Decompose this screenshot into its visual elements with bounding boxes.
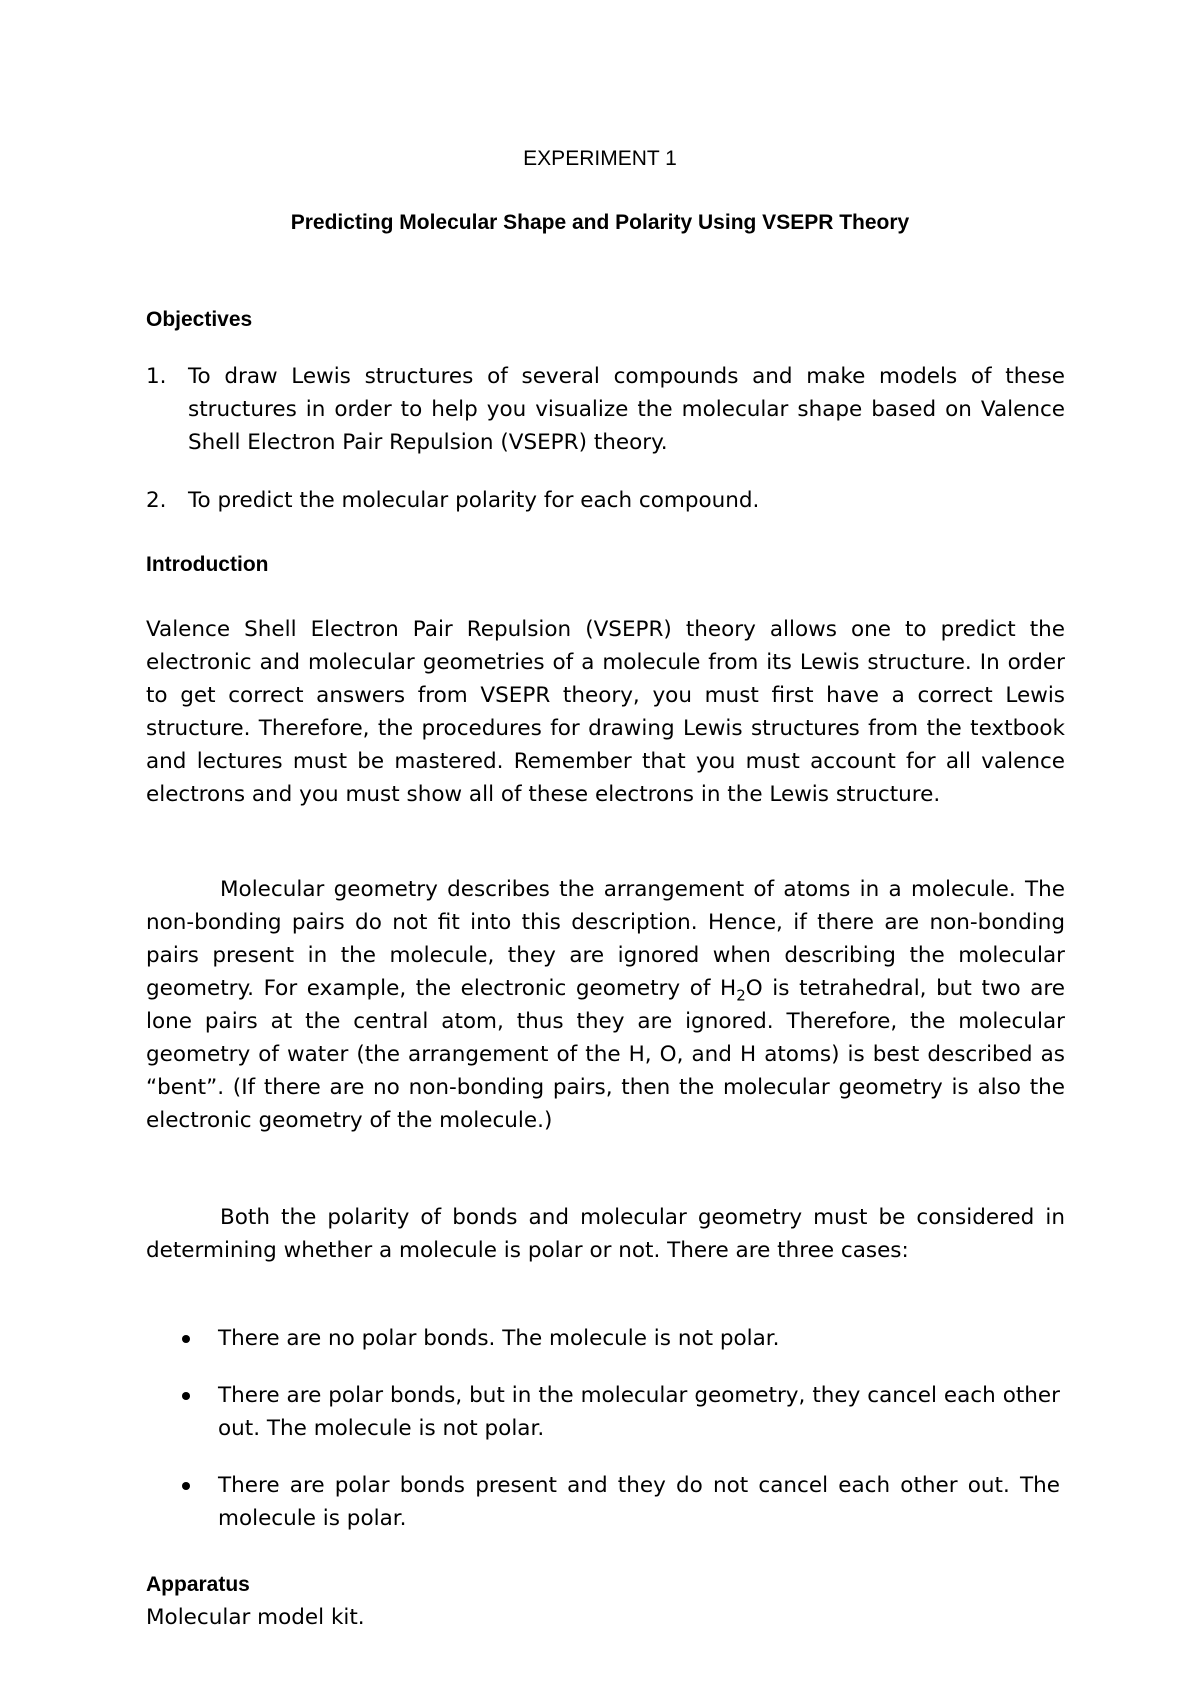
subscript-2: 2 [736,986,746,1005]
apparatus-heading: Apparatus [146,1573,250,1596]
bullet-item-3 [182,1469,1060,1535]
document-title: Predicting Molecular Shape and Polarity Using VSEPR Theory [290,211,910,234]
bullet-text: There are no polar bonds. The molecule is not polar. [218,1326,780,1351]
bullet-text: There are polar bonds, but in the molecular geometry, they cancel each other out. The molecule is not polar. [218,1383,1060,1441]
intro-paragraph-3: Both the polarity of bonds and molecular geometry must be considered in determining whether a molecule is polar or not. There are three cases: [146,1205,1065,1263]
paragraph-text: O is tetrahedral, but two are lone pairs at the central atom, thus they are ignored. Therefore, the molecular geometry of water (the arrangement of the H, O, and H atoms) is best described as “bent”. (If there are no non-bonding pairs, then the molecular geometry is also the electronic geometry of the molecule.) [146,976,1065,1133]
objective-text: To predict the molecular polarity for each compound. [188,488,760,513]
bullet-icon [182,1335,190,1343]
objective-item-1 [146,360,1065,459]
bullet-item-2 [182,1379,1060,1445]
introduction-heading: Introduction [146,553,269,576]
objectives-heading: Objectives [146,308,253,331]
objective-item-2 [146,484,1065,517]
intro-paragraph-2 [146,873,1065,1137]
objective-number: 1. [146,364,167,389]
bullet-text: There are polar bonds present and they do not cancel each other out. The molecule is polar. [218,1473,1060,1531]
paragraph-text: Molecular geometry describes the arrangement of atoms in a molecule. The non-bonding pairs do not fit into this description. Hence, if there are non-bonding pairs present in the molecule, they are ignored when describing the molecular geometry. For example, the electronic geometry of H [146,877,1065,1001]
apparatus-text: Molecular model kit. [146,1605,365,1630]
experiment-label: EXPERIMENT 1 [523,147,677,170]
intro-paragraph-1: Valence Shell Electron Pair Repulsion (VSEPR) theory allows one to predict the electronic and molecular geometries of a molecule from its Lewis structure. In order to get correct answers from VSEPR theory, you must first have a correct Lewis structure. Therefore, the procedures for drawing Lewis structures from the textbook and lectures must be mastered. Remember that you must account for all valence electrons and you must show all of these electrons in the Lewis structure. [146,617,1065,807]
bullet-item-1 [182,1322,1060,1355]
objective-number: 2. [146,488,167,513]
bullet-icon [182,1392,190,1400]
objective-text: To draw Lewis structures of several compounds and make models of these structures in order to help you visualize the molecular shape based on Valence Shell Electron Pair Repulsion (VSEPR) theory. [188,364,1065,455]
bullet-icon [182,1482,190,1490]
